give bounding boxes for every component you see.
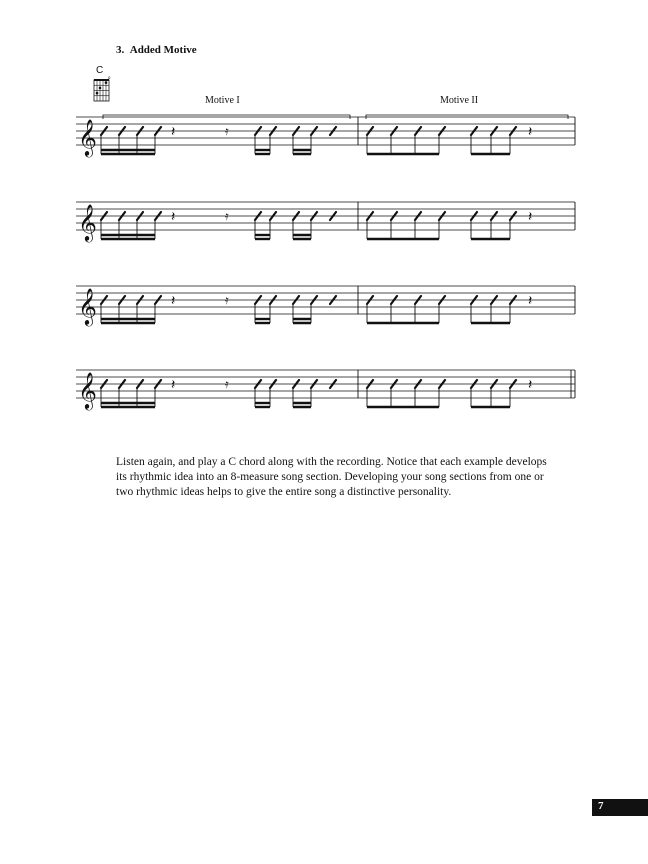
treble-clef-icon: 𝄞: [78, 371, 97, 409]
chord-name: C: [96, 65, 104, 76]
staff-system: [76, 286, 575, 326]
quarter-rest-icon: 𝄽: [528, 124, 533, 140]
sixteenth-rest-icon: 𝄿: [225, 209, 229, 223]
quarter-rest-icon: 𝄽: [171, 293, 176, 309]
quarter-rest-icon: 𝄽: [528, 293, 533, 309]
page-number: 7: [598, 800, 604, 812]
treble-clef-icon: 𝄞: [78, 203, 97, 241]
page-number-box: [592, 799, 648, 816]
measure: [101, 124, 336, 154]
measure: [101, 293, 336, 323]
motive-label-2: Motive II: [440, 95, 479, 106]
treble-clef-icon: 𝄞: [78, 118, 97, 156]
body-paragraph: Listen again, and play a C chord along with the recording. Notice that each example develops its rhythmic idea into an 8-measure song section. Developing your song sections from one or two rhythmic ideas helps to give the entire song a distinctive personality.: [116, 456, 547, 498]
treble-clef-icon: 𝄞: [78, 287, 97, 325]
sixteenth-rest-icon: 𝄿: [225, 124, 229, 138]
measure: [101, 209, 336, 239]
music-notation: [0, 0, 648, 430]
quarter-rest-icon: 𝄽: [171, 124, 176, 140]
sixteenth-rest-icon: 𝄿: [225, 377, 229, 391]
measure: [367, 209, 532, 239]
section-number: 3.: [116, 44, 125, 56]
staff-system: [76, 202, 575, 242]
chord-diagram-icon: [94, 75, 111, 101]
measure: [367, 293, 532, 323]
section-title-text: Added Motive: [129, 44, 197, 56]
staff-system: [76, 370, 575, 410]
quarter-rest-icon: 𝄽: [528, 209, 533, 225]
quarter-rest-icon: 𝄽: [171, 209, 176, 225]
quarter-rest-icon: 𝄽: [528, 377, 533, 393]
motive-label-1: Motive I: [205, 95, 240, 106]
measure: [101, 377, 336, 407]
quarter-rest-icon: 𝄽: [171, 377, 176, 393]
measure: [367, 377, 532, 407]
measure: [367, 124, 532, 154]
svg-text:o: o: [108, 75, 111, 80]
staff-system: [76, 117, 575, 157]
sixteenth-rest-icon: 𝄿: [225, 293, 229, 307]
